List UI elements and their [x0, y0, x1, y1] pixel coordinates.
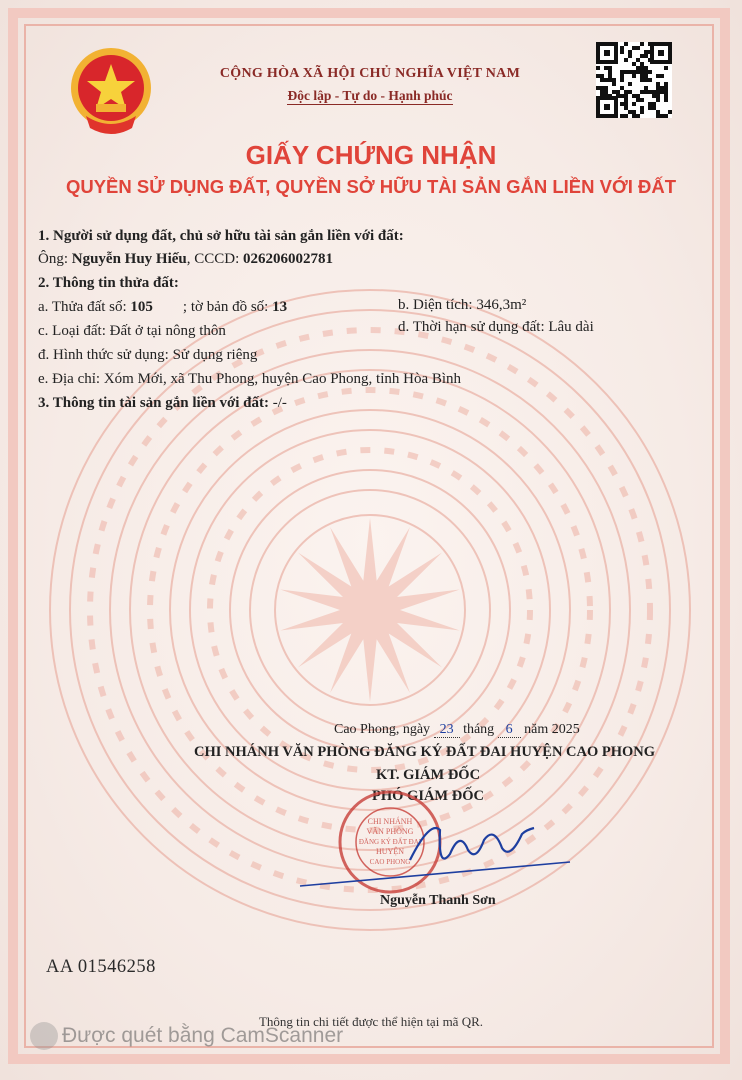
area-label: b. Diện tích: — [398, 297, 477, 313]
section3-value: -/- — [272, 395, 287, 411]
qr-code — [596, 42, 672, 118]
signature — [410, 828, 534, 860]
id-number: 026206002781 — [243, 251, 334, 267]
certificate-title: GIẤY CHỨNG NHẬN — [245, 140, 497, 170]
section3-heading: 3. Thông tin tài sản gắn liền với đất: — [38, 395, 273, 411]
serial-number: AA 01546258 — [46, 957, 156, 977]
scan-watermark: Được quét bằng CamScanner — [62, 1024, 344, 1047]
parcel-label: a. Thửa đất số: — [38, 299, 131, 315]
owner-line — [38, 251, 333, 268]
camscanner-logo-icon — [30, 1022, 58, 1050]
land-type-label: c. Loại đất: — [38, 323, 110, 339]
area-line — [398, 297, 526, 314]
term-value: Lâu dài — [548, 319, 594, 335]
id-label: , CCCD: — [186, 251, 244, 267]
term-line — [398, 319, 594, 336]
signer-name: Nguyễn Thanh Sơn — [380, 893, 496, 908]
month-label: tháng — [459, 722, 498, 737]
svg-text:ĐĂNG KÝ ĐẤT ĐAI: ĐĂNG KÝ ĐẤT ĐAI — [358, 838, 422, 846]
signing-day: 23 — [434, 722, 460, 738]
usage-value: Sử dụng riêng — [172, 347, 258, 363]
signing-month: 6 — [498, 722, 521, 738]
owner-prefix: Ông: — [38, 251, 72, 267]
national-motto — [170, 88, 570, 104]
svg-text:CHI NHÁNH: CHI NHÁNH — [367, 817, 413, 826]
section2-heading: 2. Thông tin thửa đất: — [38, 275, 179, 291]
parcel-number: 105 — [130, 299, 153, 315]
svg-text:CAO PHONG: CAO PHONG — [369, 858, 411, 866]
address-line — [38, 371, 461, 388]
map-number: 13 — [272, 299, 288, 315]
nation-name: CỘNG HÒA XÃ HỘI CHỦ NGHĨA VIỆT NAM — [219, 66, 521, 81]
section3-line — [38, 395, 287, 412]
svg-text:VĂN PHÒNG: VĂN PHÒNG — [366, 827, 414, 836]
address-value: Xóm Mới, xã Thu Phong, huyện Cao Phong, tỉnh Hòa Bình — [103, 371, 462, 387]
svg-text:HUYỆN: HUYỆN — [376, 847, 404, 856]
land-type-line — [38, 323, 226, 340]
section1-heading: 1. Người sử dụng đất, chủ sở hữu tài sản gắn liền với đất: — [38, 228, 404, 244]
qr-footnote: Thông tin chi tiết được thể hiện tại mã QR. — [258, 1014, 484, 1029]
position-deputy-for: KT. GIÁM ĐỐC — [376, 767, 481, 783]
issuing-office: CHI NHÁNH VĂN PHÒNG ĐĂNG KÝ ĐẤT ĐAI HUYỆN CAO PHONG — [194, 744, 656, 760]
signing-date — [334, 722, 580, 738]
usage-line — [38, 347, 257, 364]
term-label: d. Thời hạn sử dụng đất: — [398, 319, 549, 335]
parcel-line — [38, 299, 287, 316]
signing-place: Cao Phong, ngày — [334, 722, 434, 737]
land-type-value: Đất ở tại nông thôn — [109, 323, 226, 339]
certificate-subtitle: QUYỀN SỬ DỤNG ĐẤT, QUYỀN SỞ HỮU TÀI SẢN GẮN LIỀN VỚI ĐẤT — [65, 176, 677, 197]
map-label: ; tờ bản đồ số: — [182, 299, 273, 315]
national-emblem — [66, 44, 156, 142]
address-label: e. Địa chỉ: — [38, 371, 104, 387]
position-deputy-director: PHÓ GIÁM ĐỐC — [372, 788, 484, 804]
motto-text: Độc lập - Tự do - Hạnh phúc — [287, 88, 453, 103]
official-stamp — [340, 792, 440, 892]
owner-name: Nguyễn Huy Hiếu — [71, 251, 187, 267]
stamp-and-signature — [290, 790, 590, 900]
area-value: 346,3m² — [476, 297, 527, 313]
year-label: năm 2025 — [520, 722, 580, 737]
usage-label: đ. Hình thức sử dụng: — [38, 347, 173, 363]
